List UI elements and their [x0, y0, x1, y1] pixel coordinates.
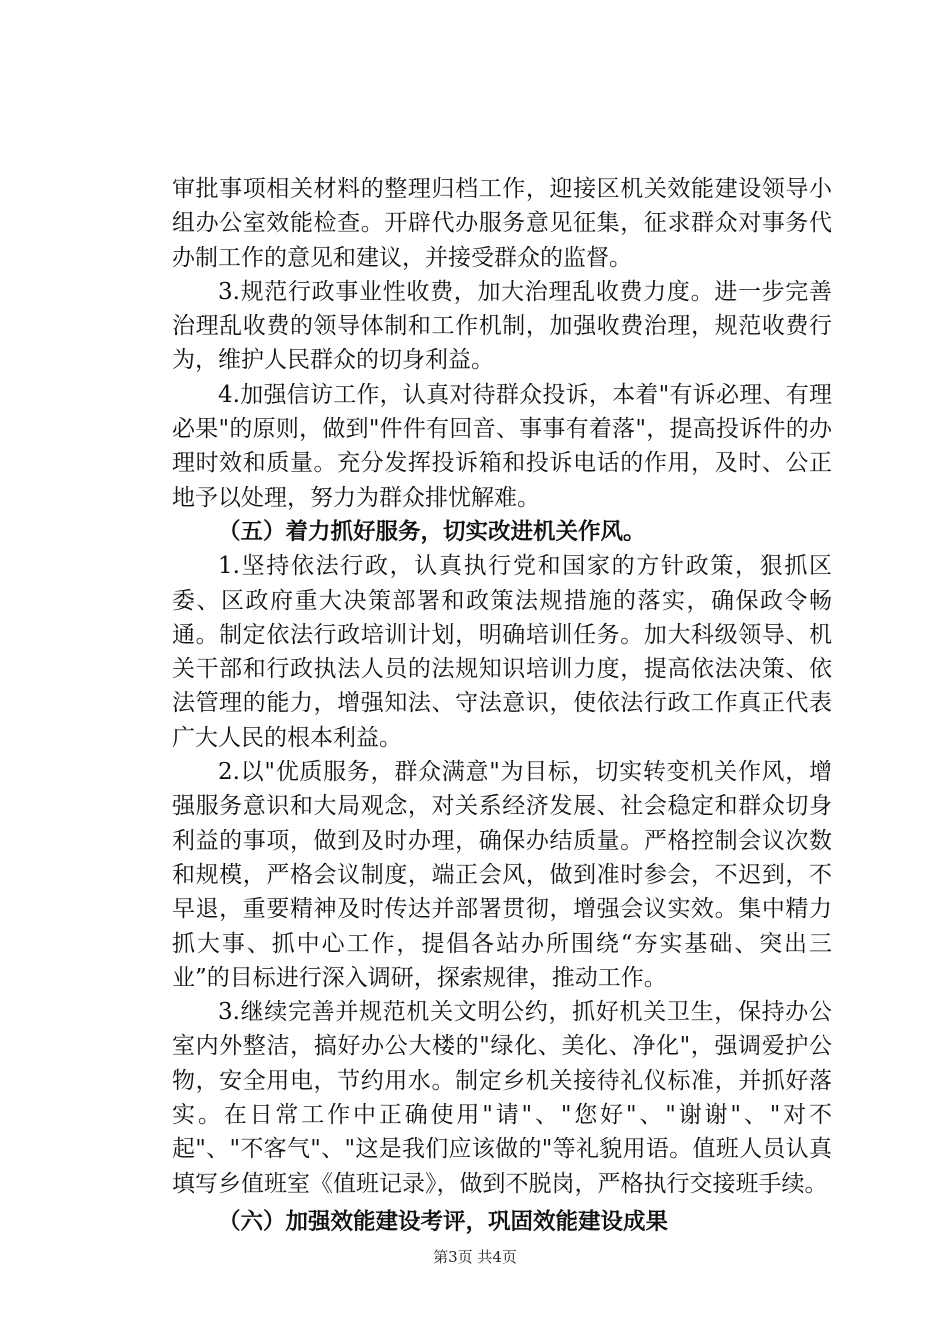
paragraph-item-4-petitions: 4.加强信访工作，认真对待群众投诉，本着"有诉必理、有理必果"的原则，做到"件件有回音、事事有着落"，提高投诉件的办理时效和质量。充分发挥投诉箱和投诉电话的作用，及时、公正地予以处理，努力为群众排忧解难。	[172, 381, 832, 511]
paragraph-item-3-civility: 3.继续完善并规范机关文明公约，抓好机关卫生，保持办公室内外整洁，搞好办公大楼的"绿化、美化、净化"，强调爱护公物，安全用电，节约用水。制定乡机关接待礼仪标准，并抓好落实。在日常工作中正确使用"请"、"您好"、"谢谢"、"对不起"、"不客气"、"这是我们应该做的"等礼貌用语。值班人员认真填写乡值班室《值班记录》，做到不脱岗，严格执行交接班手续。	[172, 999, 832, 1197]
paragraph-item-3-fees: 3.规范行政事业性收费，加大治理乱收费力度。进一步完善治理乱收费的领导体制和工作机制，加强收费治理，规范收费行为，维护人民群众的切身利益。	[172, 278, 832, 374]
section-heading-5: （五）着力抓好服务，切实改进机关作风。	[218, 518, 646, 545]
paragraph-item-2-service-style: 2.以"优质服务，群众满意"为目标，切实转变机关作风，增强服务意识和大局观念，对关系经济发展、社会稳定和群众切身利益的事项，做到及时办理，确保办结质量。严格控制会议次数和规模，严格会议制度，端正会风，做到准时参会，不迟到，不早退，重要精神及时传达并部署贯彻，增强会议实效。集中精力抓大事、抓中心工作，提倡各站办所围绕“夯实基础、突出三业”的目标进行深入调研，探索规律，推动工作。	[172, 759, 832, 991]
page-footer: 第3页 共4页	[433, 1248, 517, 1266]
paragraph-archive-work: 审批事项相关材料的整理归档工作，迎接区机关效能建设领导小组办公室效能检查。开辟代办服务意见征集，征求群众对事务代办制工作的意见和建议，并接受群众的监督。	[172, 176, 832, 271]
section-heading-6: （六）加强效能建设考评，巩固效能建设成果	[218, 1208, 669, 1235]
document-body	[172, 172, 832, 1239]
paragraph-item-1-law-administration: 1.坚持依法行政，认真执行党和国家的方针政策，狠抓区委、区政府重大决策部署和政策法规措施的落实，确保政令畅通。制定依法行政培训计划，明确培训任务。加大科级领导、机关干部和行政执法人员的法规知识培训力度，提高依法决策、依法管理的能力，增强知法、守法意识，使依法行政工作真正代表广大人民的根本利益。	[172, 553, 832, 751]
